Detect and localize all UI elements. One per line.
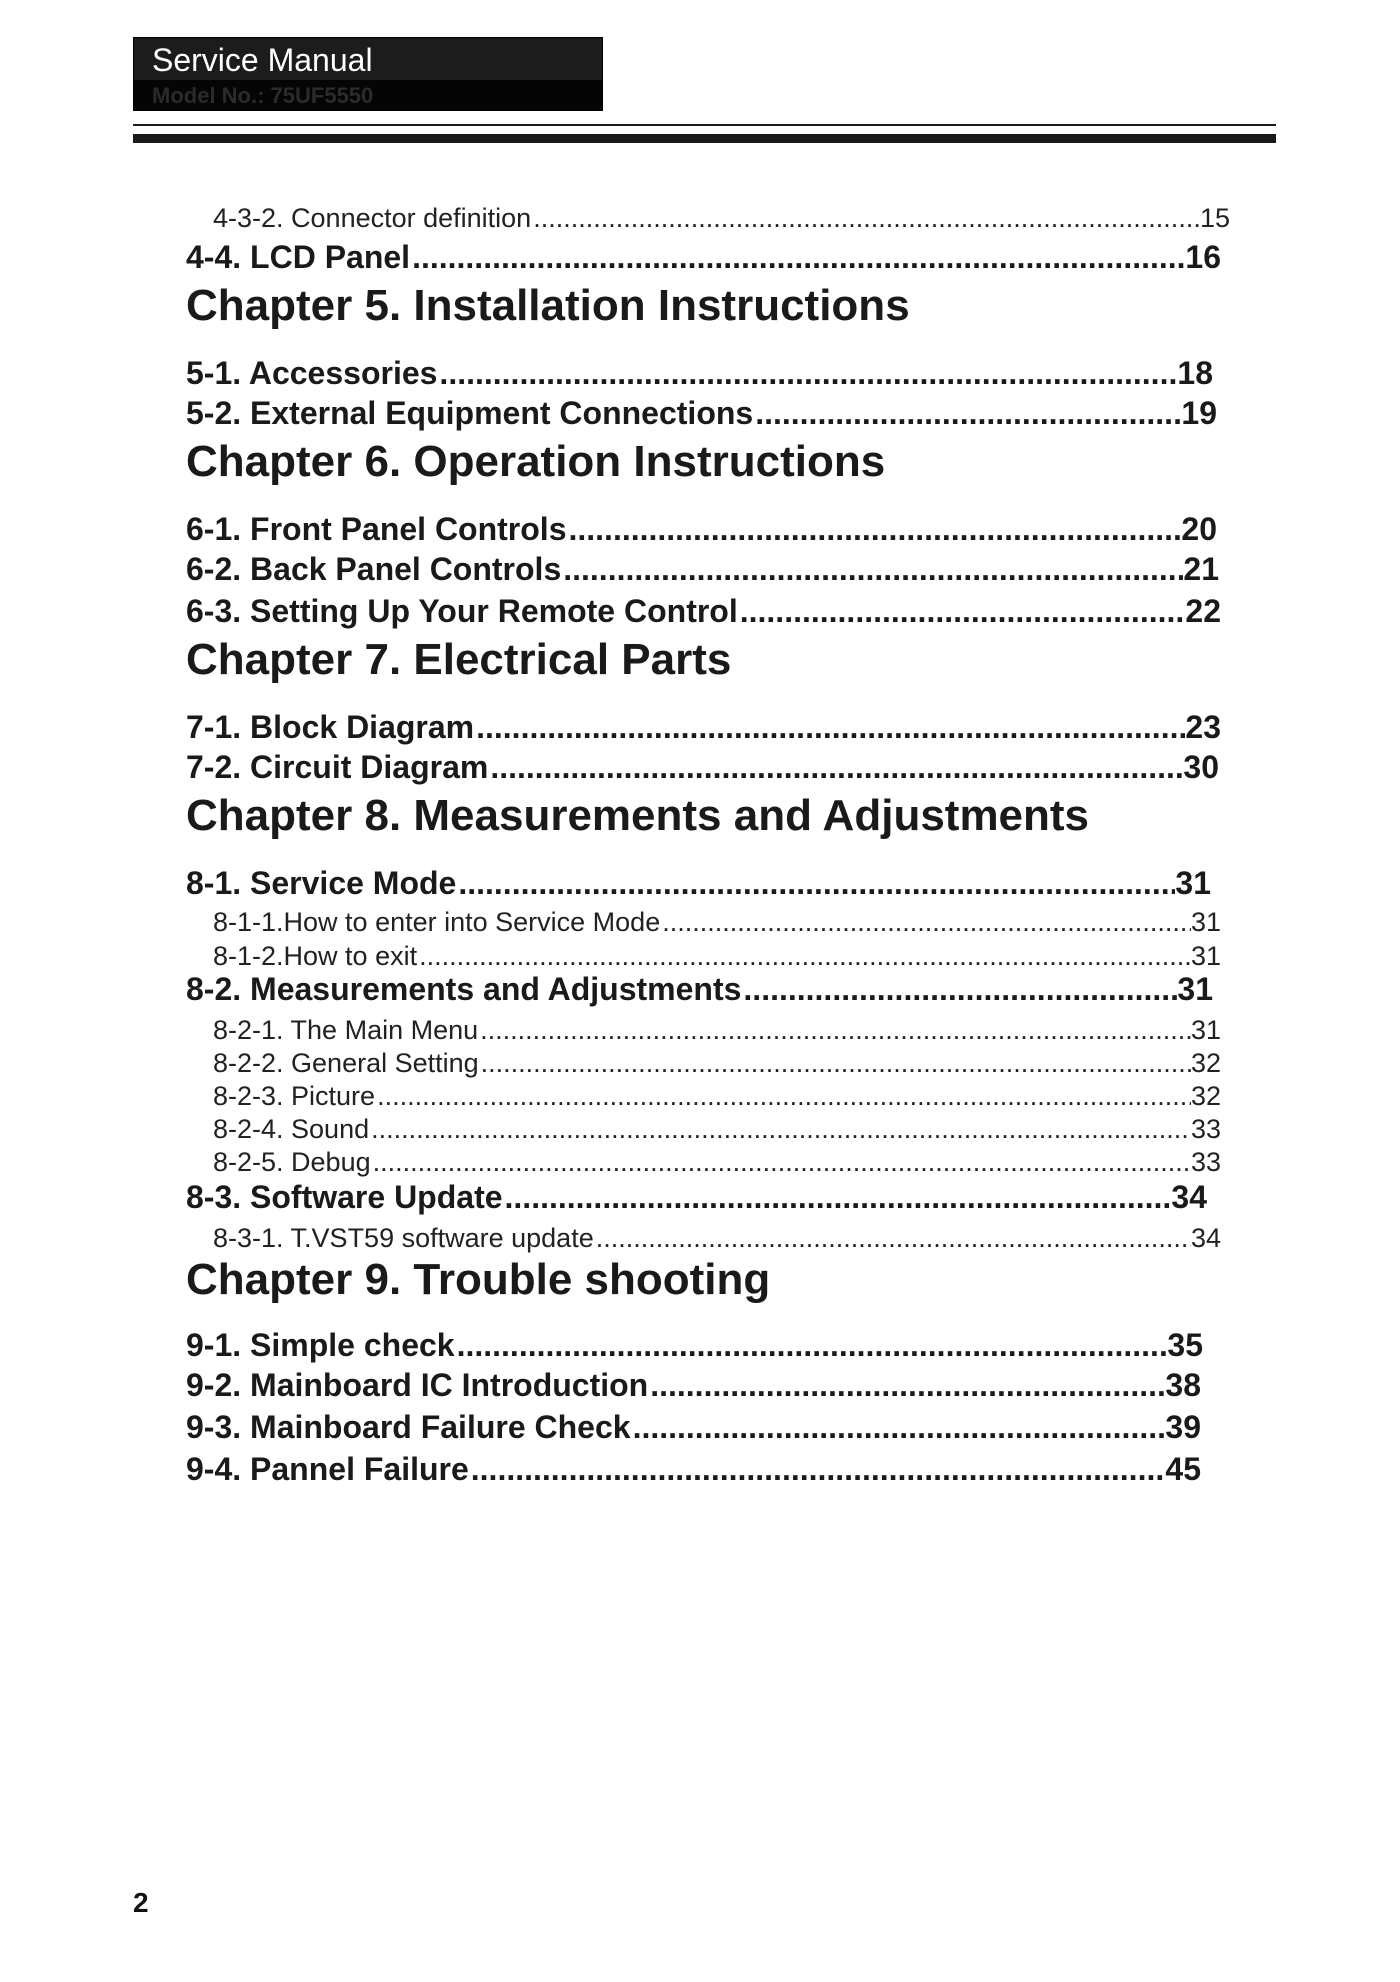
toc-entry-page: 35 (1167, 1327, 1203, 1363)
toc-entry-page: 18 (1177, 355, 1213, 391)
toc-entry[interactable] (186, 1326, 1203, 1364)
toc-entry[interactable] (186, 354, 1213, 392)
toc-entry-page: 31 (1190, 941, 1221, 971)
dot-leader (660, 906, 1191, 938)
toc-entry-title: 7-2. Circuit Diagram (186, 749, 489, 785)
toc-entry[interactable] (186, 1450, 1201, 1488)
header-rule-thin (133, 124, 1276, 126)
toc-entry[interactable] (213, 1014, 1221, 1046)
chapter-heading[interactable]: Chapter 8. Measurements and Adjustments (186, 791, 1090, 840)
toc-entry-title: 9-3. Mainboard Failure Check (186, 1409, 631, 1445)
toc-entry[interactable] (186, 1408, 1201, 1446)
toc-entry-title: 4-3-2. Connector definition (213, 203, 532, 233)
toc-entry[interactable] (186, 592, 1221, 630)
toc-entry-title: 6-2. Back Panel Controls (186, 551, 562, 587)
dot-leader (479, 1047, 1191, 1079)
toc-entry[interactable] (186, 1178, 1207, 1216)
toc-entry-title: 9-1. Simple check (186, 1327, 455, 1363)
toc-entry[interactable] (213, 1146, 1221, 1178)
toc-entry-page: 34 (1171, 1179, 1207, 1215)
toc-entry-page: 31 (1190, 1015, 1221, 1045)
dot-leader (738, 592, 1186, 630)
toc-entry[interactable] (186, 238, 1221, 276)
toc-entry-page: 20 (1181, 511, 1217, 547)
toc-entry[interactable] (186, 394, 1217, 432)
toc-entry-title: 8-3-1. T.VST59 software update (213, 1223, 594, 1253)
toc-entry[interactable] (213, 202, 1230, 234)
chapter-heading[interactable]: Chapter 5. Installation Instructions (186, 281, 910, 330)
dot-leader (566, 510, 1181, 548)
header-title: Service Manual (152, 42, 373, 78)
toc-entry-title: 8-2-3. Picture (213, 1081, 376, 1111)
dot-leader (594, 1222, 1191, 1254)
toc-entry-page: 31 (1177, 971, 1213, 1007)
dot-leader (469, 1450, 1166, 1488)
toc-entry[interactable] (186, 708, 1221, 746)
toc-entry[interactable] (213, 1047, 1221, 1079)
toc-entry-title: 8-2-5. Debug (213, 1147, 371, 1177)
toc-entry-title: 9-2. Mainboard IC Introduction (186, 1367, 649, 1403)
toc-entry-page: 19 (1181, 395, 1217, 431)
toc-entry-title: 8-2-4. Sound (213, 1114, 370, 1144)
header-rule-thick (133, 134, 1276, 143)
dot-leader (371, 1146, 1191, 1178)
toc-entry-page: 32 (1190, 1081, 1221, 1111)
dot-leader (410, 238, 1185, 276)
toc-entry-title: 8-1-1.How to enter into Service Mode (213, 907, 661, 937)
toc-entry[interactable] (186, 748, 1219, 786)
toc-entry-page: 22 (1185, 593, 1221, 629)
toc-entry-title: 4-4. LCD Panel (186, 239, 411, 275)
toc-entry-title: 8-2-2. General Setting (213, 1048, 479, 1078)
toc-entry-page: 30 (1183, 749, 1219, 785)
toc-entry-page: 31 (1175, 865, 1211, 901)
toc-entry[interactable] (186, 970, 1213, 1008)
toc-entry[interactable] (213, 1113, 1221, 1145)
toc-entry[interactable] (186, 550, 1219, 588)
dot-leader (631, 1408, 1166, 1446)
toc-entry-page: 16 (1185, 239, 1221, 275)
dot-leader (648, 1366, 1165, 1404)
toc-entry-title: 5-2. External Equipment Connections (186, 395, 754, 431)
toc-entry-title: 8-2-1. The Main Menu (213, 1015, 479, 1045)
dot-leader (455, 1326, 1168, 1364)
toc-entry-title: 9-4. Pannel Failure (186, 1451, 469, 1487)
toc-entry-page: 39 (1165, 1409, 1201, 1445)
toc-entry-title: 6-3. Setting Up Your Remote Control (186, 593, 738, 629)
dot-leader (417, 940, 1191, 972)
toc-entry-page: 15 (1199, 203, 1230, 233)
dot-leader (456, 864, 1175, 902)
page-number: 2 (133, 1887, 149, 1918)
toc-entry-page: 45 (1165, 1451, 1201, 1487)
dot-leader (375, 1080, 1191, 1112)
chapter-heading[interactable]: Chapter 9. Trouble shooting (186, 1255, 771, 1304)
toc-entry[interactable] (186, 864, 1211, 902)
toc-entry-page: 34 (1190, 1223, 1221, 1253)
dot-leader (478, 1014, 1191, 1046)
manual-header (133, 37, 603, 111)
toc-entry-page: 31 (1190, 907, 1221, 937)
toc-entry-title: 6-1. Front Panel Controls (186, 511, 567, 547)
toc-entry[interactable] (213, 940, 1221, 972)
dot-leader (531, 202, 1200, 234)
dot-leader (503, 1178, 1172, 1216)
model-number-bar (134, 80, 602, 110)
toc-entry[interactable] (213, 1080, 1221, 1112)
dot-leader (369, 1113, 1191, 1145)
chapter-heading[interactable]: Chapter 7. Electrical Parts (186, 635, 732, 684)
dot-leader (561, 550, 1183, 588)
toc-entry-page: 33 (1190, 1147, 1221, 1177)
toc-entry-title: 7-1. Block Diagram (186, 709, 475, 745)
toc-entry-title: 8-1. Service Mode (186, 865, 457, 901)
toc-entry-title: 8-2. Measurements and Adjustments (186, 971, 742, 1007)
dot-leader (488, 748, 1183, 786)
toc-entry[interactable] (213, 906, 1221, 938)
toc-entry[interactable] (186, 510, 1217, 548)
toc-entry-title: 5-1. Accessories (186, 355, 438, 391)
toc-entry-title: 8-1-2.How to exit (213, 941, 418, 971)
dot-leader (741, 970, 1177, 1008)
toc-entry-page: 21 (1183, 551, 1219, 587)
chapter-heading[interactable]: Chapter 6. Operation Instructions (186, 437, 886, 486)
toc-entry-page: 38 (1165, 1367, 1201, 1403)
toc-entry-page: 23 (1185, 709, 1221, 745)
dot-leader (437, 354, 1177, 392)
toc-entry-page: 33 (1190, 1114, 1221, 1144)
toc-entry-page: 32 (1190, 1048, 1221, 1078)
dot-leader (753, 394, 1181, 432)
toc-entry[interactable] (186, 1366, 1201, 1404)
toc-entry-title: 8-3. Software Update (186, 1179, 503, 1215)
toc-entry[interactable] (213, 1222, 1221, 1254)
model-number: Model No.: 75UF5550 (152, 83, 374, 108)
dot-leader (474, 708, 1185, 746)
